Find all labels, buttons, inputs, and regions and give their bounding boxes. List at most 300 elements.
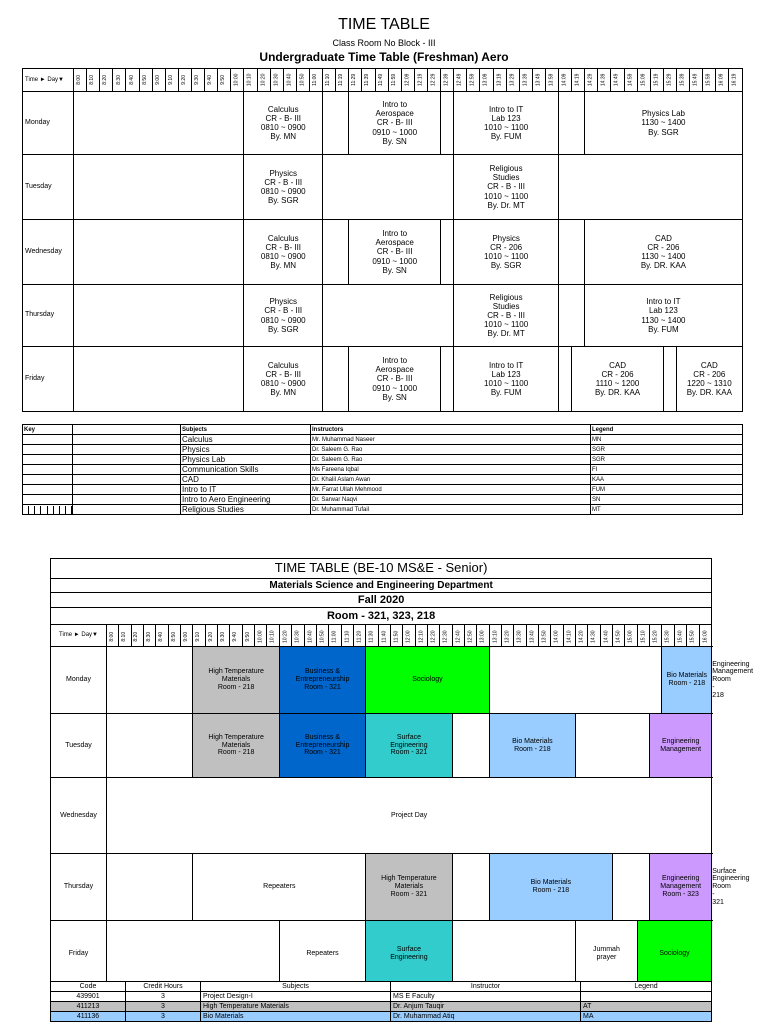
time-header [415, 625, 427, 647]
time-header [454, 69, 467, 92]
time-header [427, 69, 440, 92]
cell-line: By. MN [270, 261, 297, 271]
time-label: 11:40 [380, 630, 387, 643]
legend-instructor: Dr. Khalil Aslam Awan [311, 475, 591, 485]
time-label: 14:40 [603, 630, 610, 643]
class-cell[interactable] [279, 647, 365, 714]
cell-line: CR - B - III [264, 306, 303, 316]
empty-cell [107, 854, 193, 921]
time-header [144, 625, 156, 647]
time-label: 15:30 [664, 630, 671, 643]
time-label: 14:09 [561, 73, 568, 87]
cell-line: Room - 321 [390, 749, 428, 757]
cell-line: CR - 206 [490, 242, 523, 252]
time-label: 11:59 [390, 73, 397, 87]
cell-line: By. FUM [648, 324, 679, 334]
legend-blank [73, 505, 181, 515]
day-label: Tuesday [51, 714, 107, 778]
cell-line: CR - B- III [376, 374, 413, 384]
time-label: 8:20 [102, 75, 109, 85]
cell-line: Room - 218 [532, 887, 570, 894]
legend-instructor: Mr. Muhammad Naseer [311, 435, 591, 445]
class-cell[interactable] [585, 92, 742, 155]
cell-line: Materials [394, 883, 424, 891]
class-cell[interactable] [572, 347, 664, 412]
cell-line: Lab 123 [648, 306, 678, 316]
legend-key-cell [23, 465, 73, 475]
cell-line: 0810 ~ 0900 [260, 187, 306, 196]
time-header [119, 625, 131, 647]
empty-cell [74, 285, 244, 347]
senior-legend-table [50, 981, 712, 1022]
class-cell[interactable] [193, 647, 279, 714]
time-label: 8:20 [133, 631, 140, 642]
time-label: 9:20 [207, 631, 214, 642]
cell-line: 1220 ~ 1310 [686, 379, 732, 388]
cell-line: Aerospace [375, 365, 414, 375]
time-header [231, 69, 244, 92]
time-label: 8:00 [76, 75, 83, 85]
class-cell[interactable] [366, 921, 452, 988]
cell-line: By. Dr. MT [487, 200, 525, 210]
class-cell[interactable] [244, 285, 323, 347]
cell-line: Materials [221, 676, 251, 684]
empty-cell [323, 92, 349, 155]
day-label: Tuesday [23, 155, 74, 220]
time-header [316, 625, 328, 647]
class-cell[interactable] [279, 921, 365, 988]
legend-blank [73, 495, 181, 505]
time-header [366, 625, 378, 647]
cell-line: By. SGR [267, 324, 299, 334]
cell-line: Studies [492, 301, 520, 311]
time-label: 8:30 [145, 631, 152, 642]
time-header [403, 625, 415, 647]
legend-key-cell [23, 455, 73, 465]
cell-line: Business & [305, 668, 341, 676]
class-cell[interactable] [650, 854, 712, 921]
cell-line: By. DR. KAA [594, 388, 641, 398]
time-header [165, 69, 178, 92]
cell-line: High Temperature [208, 733, 264, 741]
time-header [329, 625, 341, 647]
legend-instructor: Mr. Farrat Ullah Mehmood [311, 485, 591, 495]
time-header [279, 625, 291, 647]
time-header [662, 625, 674, 647]
cell-line: Management [660, 745, 702, 753]
cell-line: 0810 ~ 0900 [260, 252, 306, 261]
empty-cell [74, 155, 244, 220]
time-header [539, 625, 551, 647]
time-header [489, 625, 501, 647]
time-label: 10:40 [307, 630, 314, 643]
cell-line: Sociology [412, 676, 443, 684]
day-label: Monday [51, 647, 107, 714]
legend-key-cell [23, 445, 73, 455]
legend-code: KAA [591, 475, 743, 485]
day-label: Monday [23, 92, 74, 155]
time-header [526, 625, 538, 647]
time-header [390, 625, 402, 647]
cell-line: Jummah [593, 946, 620, 954]
class-cell[interactable] [489, 854, 612, 921]
cell-line: Room - 218 [668, 680, 706, 687]
time-label: 8:50 [170, 631, 177, 642]
legend-header-code: Code [51, 982, 126, 992]
class-cell[interactable] [349, 347, 441, 412]
time-label: 15:20 [652, 630, 659, 643]
cell-line: By. DR. KAA [640, 261, 687, 271]
class-cell[interactable] [650, 714, 712, 778]
class-cell[interactable] [454, 155, 559, 220]
timetable-title: TIME TABLE [338, 16, 430, 33]
cell-line: Surface [396, 733, 421, 741]
cell-line: Engineering [390, 954, 428, 961]
time-header [107, 625, 119, 647]
cell-line: Room - 218 [514, 745, 551, 753]
empty-cell [74, 92, 244, 155]
cell-line: Engineering [661, 875, 700, 883]
class-cell[interactable] [244, 347, 323, 412]
time-label: 13:10 [492, 630, 499, 643]
time-label: 14:00 [553, 630, 560, 643]
cell-line: Room - 323 [662, 890, 699, 898]
cell-line: By. SGR [267, 196, 299, 206]
class-cell[interactable] [107, 778, 712, 854]
time-header [296, 69, 309, 92]
cell-line: Lab 123 [491, 113, 521, 123]
time-header [362, 69, 375, 92]
term-title: Fall 2020 [51, 593, 712, 608]
cell-line: CR - B- III [376, 118, 413, 128]
legend-instructor: Dr. Anjum Tauqir [391, 1002, 581, 1012]
time-header [323, 69, 336, 92]
cell-line: CR - B - III [487, 182, 525, 192]
cell-line: Aerospace [375, 238, 414, 248]
time-header [193, 625, 205, 647]
cell-line: Aerospace [375, 109, 414, 119]
empty-cell [441, 220, 454, 285]
time-label: 12:29 [430, 73, 437, 87]
time-header [244, 69, 257, 92]
freshman-timetable [22, 68, 743, 412]
cell-line: Intro to IT [488, 104, 524, 114]
legend-instructor: MS E Faculty [391, 992, 581, 1002]
time-label: 15:29 [666, 73, 673, 87]
time-header [637, 69, 650, 92]
cell-line: 1010 ~ 1100 [484, 252, 529, 261]
empty-cell [576, 714, 650, 778]
time-header [218, 625, 230, 647]
legend-header-instructor: Instructor [391, 982, 581, 992]
time-label: 9:00 [154, 75, 161, 85]
time-header [650, 625, 662, 647]
cell-line: Calculus [267, 233, 299, 243]
legend-code: 439901 [51, 992, 126, 1002]
cell-line: 0910 ~ 1000 [372, 383, 418, 393]
time-header [414, 69, 427, 92]
cell-line: 1010 ~ 1100 [484, 320, 529, 330]
class-cell[interactable] [349, 220, 441, 285]
time-header [493, 69, 506, 92]
classroom-subtitle: Class Room No Block - III [332, 38, 436, 48]
legend-code: MT [591, 505, 743, 515]
cell-line: CR - B - III [264, 177, 303, 187]
legend-subject: High Temperature Materials [201, 1002, 391, 1012]
time-label: 14:29 [587, 73, 594, 87]
cell-line: Room - 218 [217, 749, 255, 757]
time-header [131, 625, 143, 647]
time-label: 9:40 [207, 75, 214, 85]
cell-line: Physics [269, 297, 298, 307]
legend-legend [581, 992, 712, 1002]
time-header [205, 69, 218, 92]
time-label: 12:40 [455, 630, 462, 643]
time-label: 12:50 [467, 630, 474, 643]
time-label: 12:30 [442, 630, 449, 643]
time-label: 8:10 [121, 631, 128, 642]
cell-line: CR - 206 [693, 369, 726, 379]
time-label: 11:20 [356, 630, 363, 643]
time-header [637, 625, 649, 647]
time-header [514, 625, 526, 647]
time-label: 10:30 [273, 73, 280, 87]
class-cell[interactable] [244, 220, 323, 285]
time-header [126, 69, 139, 92]
cell-line: Intro to IT [488, 360, 524, 370]
empty-cell [107, 714, 193, 778]
cell-line: By. FUM [490, 388, 522, 398]
time-header [156, 625, 168, 647]
class-cell[interactable] [279, 714, 365, 778]
time-label: 12:39 [443, 73, 450, 87]
class-cell[interactable] [637, 921, 711, 988]
cell-line: Lab 123 [491, 369, 521, 379]
key-swatches [23, 506, 72, 514]
empty-cell [559, 220, 585, 285]
time-header [152, 69, 165, 92]
time-header [230, 625, 242, 647]
empty-cell [452, 854, 489, 921]
cell-line: Entrepreneurship [295, 741, 350, 749]
time-header [87, 69, 100, 92]
cell-line: Physics Lab [641, 109, 685, 119]
time-label: 10:50 [299, 73, 306, 87]
cell-line: Repeaters [263, 883, 296, 891]
class-cell[interactable] [454, 220, 559, 285]
time-label: 12:10 [418, 630, 425, 643]
class-cell[interactable] [489, 714, 575, 778]
legend-code: 411213 [51, 1002, 126, 1012]
time-header [674, 625, 686, 647]
corner-label: Time ► Day▼ [23, 69, 74, 92]
time-label: 13:50 [541, 630, 548, 643]
legend-instructors-header: Instructors [311, 425, 591, 435]
time-header [703, 69, 716, 92]
legend-instructor: Dr. Saleem G. Rao [311, 455, 591, 465]
cell-line: By. FUM [490, 132, 522, 142]
empty-cell [107, 647, 193, 714]
time-header [191, 69, 204, 92]
class-cell[interactable] [244, 155, 323, 220]
empty-cell [613, 854, 650, 921]
time-header [100, 69, 113, 92]
cell-line: Sociology [659, 950, 690, 958]
time-header [205, 625, 217, 647]
time-header [353, 625, 365, 647]
time-label: 15:09 [640, 73, 647, 87]
time-header [304, 625, 316, 647]
time-label: 11:30 [368, 630, 375, 643]
cell-line: By. SN [382, 265, 407, 275]
time-label: 13:30 [516, 630, 523, 643]
time-header [611, 69, 624, 92]
cell-line: CR - B- III [265, 113, 302, 123]
cell-line: Room - 321 [304, 749, 341, 757]
time-header [401, 69, 414, 92]
time-header [441, 69, 454, 92]
legend-subject: Intro to Aero Engineering [181, 495, 311, 505]
class-cell[interactable] [677, 347, 743, 412]
cell-line: By. SN [382, 392, 407, 402]
legend-blank [73, 425, 181, 435]
legend-subject: Project Design-I [201, 992, 391, 1002]
class-cell[interactable] [662, 647, 712, 714]
time-label: 10:00 [233, 73, 240, 87]
class-cell[interactable] [454, 347, 559, 412]
cell-line: By. MN [270, 388, 297, 398]
time-label: 15:40 [677, 630, 684, 643]
cell-line: By. Dr. MT [487, 329, 525, 339]
time-header [687, 625, 699, 647]
time-label: 14:20 [578, 630, 585, 643]
time-label: 13:39 [522, 73, 529, 87]
time-label: 14:39 [600, 73, 607, 87]
time-header [218, 69, 231, 92]
legend-subject: Physics [181, 445, 311, 455]
time-label: 10:50 [319, 630, 326, 643]
cell-line: Entrepreneurship [295, 676, 350, 684]
legend-code: FI [591, 465, 743, 475]
legend-header-subjects: Subjects [201, 982, 391, 992]
time-header [716, 69, 729, 92]
cell-line: 0810 ~ 0900 [260, 123, 306, 132]
time-header [613, 625, 625, 647]
class-cell[interactable] [585, 285, 742, 347]
time-label: 10:30 [294, 630, 301, 643]
time-header [283, 69, 296, 92]
legend-subject: CAD [181, 475, 311, 485]
cell-line: CR - B- III [265, 242, 302, 252]
time-label: 9:00 [182, 631, 189, 642]
time-label: 13:09 [482, 73, 489, 87]
time-header [139, 69, 152, 92]
cell-line: Religious [489, 292, 523, 302]
empty-cell [441, 92, 454, 155]
cell-line: 0910 ~ 1000 [372, 256, 418, 266]
time-header [572, 69, 585, 92]
class-cell[interactable] [576, 921, 638, 988]
time-header [113, 69, 126, 92]
cell-line: CR - B- III [376, 247, 413, 257]
time-header [588, 625, 600, 647]
time-label: 15:10 [640, 630, 647, 643]
time-label: 9:30 [220, 631, 227, 642]
cell-line: High Temperature [381, 875, 437, 883]
cell-line: prayer [596, 954, 617, 961]
class-cell[interactable] [366, 714, 452, 778]
time-label: 10:10 [269, 630, 276, 643]
time-label: 11:00 [331, 630, 338, 643]
time-header [502, 625, 514, 647]
time-header [576, 625, 588, 647]
day-label: Thursday [51, 854, 107, 921]
day-label: Wednesday [23, 220, 74, 285]
class-cell[interactable] [193, 854, 366, 921]
time-label: 12:09 [404, 73, 411, 87]
time-header [477, 625, 489, 647]
empty-cell [323, 285, 454, 347]
cell-line: Surface [396, 946, 421, 954]
time-header [427, 625, 439, 647]
time-label: 9:20 [181, 75, 188, 85]
empty-cell [559, 155, 743, 220]
class-cell[interactable] [454, 92, 559, 155]
time-label: 11:49 [377, 73, 384, 87]
time-header [663, 69, 676, 92]
time-label: 11:50 [393, 630, 400, 643]
time-header [729, 69, 742, 92]
time-label: 10:00 [257, 630, 264, 643]
legend-blank [73, 485, 181, 495]
time-header [467, 69, 480, 92]
time-label: 10:10 [246, 73, 253, 87]
cell-line: Physics [269, 168, 298, 178]
cell-line: Intro to [382, 229, 408, 239]
legend-code: SGR [591, 445, 743, 455]
class-cell[interactable] [366, 647, 489, 714]
cell-line: Bio Materials [530, 879, 572, 887]
class-cell[interactable] [244, 92, 323, 155]
class-cell[interactable] [193, 714, 279, 778]
legend-code: FUM [591, 485, 743, 495]
cell-line: Room - 321 [390, 890, 428, 898]
cell-line: By. DR. KAA [686, 388, 732, 398]
timetable-heading: Undergraduate Time Table (Freshman) Aero [259, 50, 509, 64]
time-label: 9:40 [232, 631, 239, 642]
time-label: 15:50 [689, 630, 696, 643]
legend-instructor: Dr. Saleem G. Rao [311, 445, 591, 455]
time-label: 8:10 [89, 75, 96, 85]
time-header [625, 625, 637, 647]
legend-code: SN [591, 495, 743, 505]
time-header [309, 69, 322, 92]
cell-line: CR - B - III [487, 310, 525, 320]
cell-line: Religious [489, 164, 523, 174]
time-label: 12:20 [430, 630, 437, 643]
time-label: 14:30 [590, 630, 597, 643]
cell-line: CAD [609, 360, 626, 370]
class-cell[interactable] [454, 285, 559, 347]
time-header [74, 69, 87, 92]
class-cell[interactable] [585, 220, 742, 285]
cell-line: Room - 321 [304, 683, 341, 691]
cell-line: Studies [492, 173, 520, 183]
cell-line: 1010 ~ 1100 [484, 123, 529, 132]
time-label: 10:40 [286, 73, 293, 87]
class-cell[interactable] [366, 854, 452, 921]
class-cell[interactable] [349, 92, 441, 155]
